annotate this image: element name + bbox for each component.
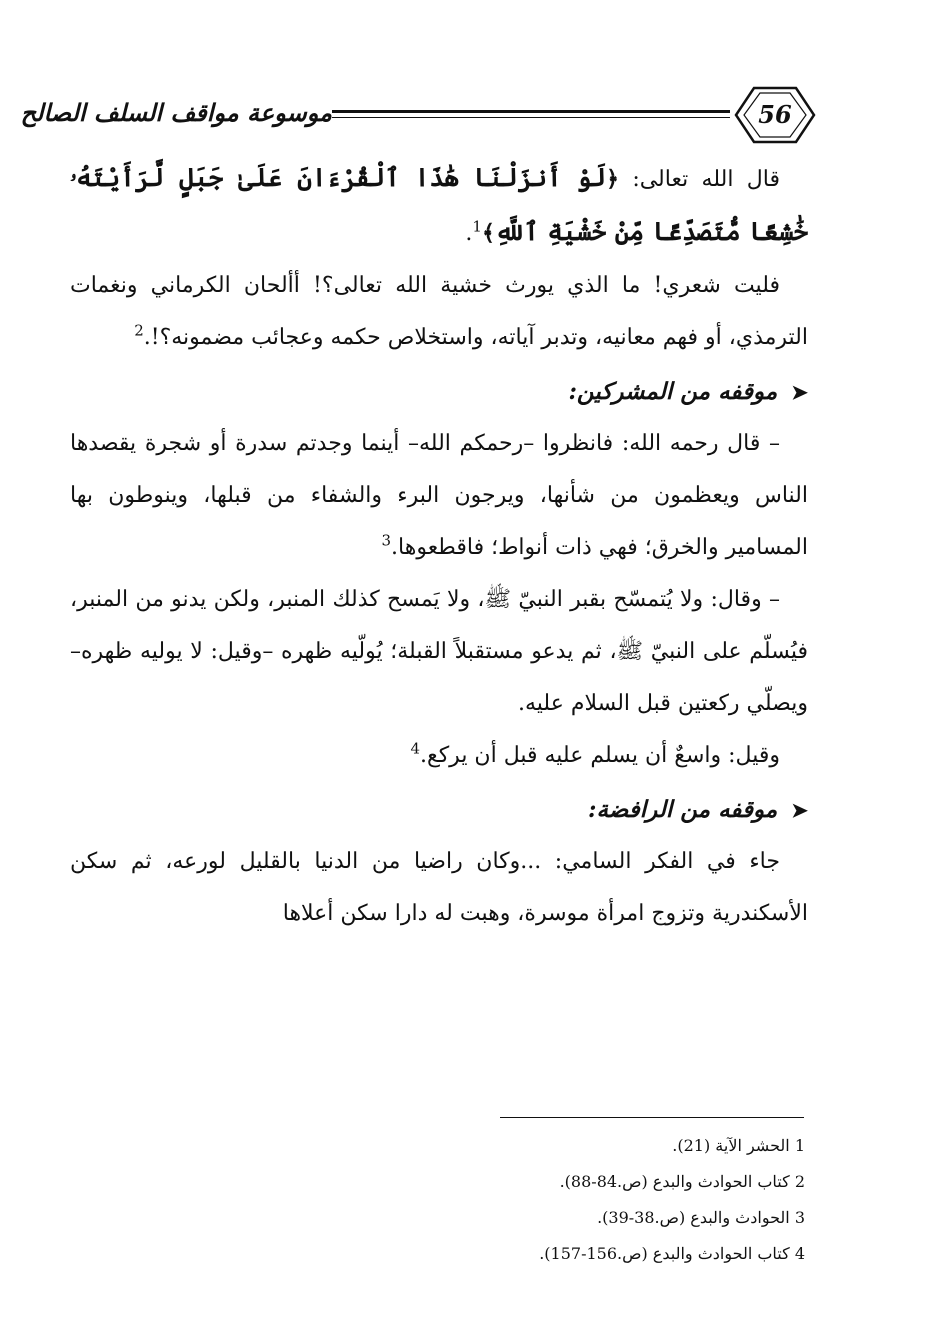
footnote-separator — [500, 1117, 804, 1118]
footnotes — [300, 1128, 805, 1272]
verse-close-bracket: ﴾ — [481, 220, 495, 246]
section-heading-text: موقفه من المشركين: — [568, 378, 778, 405]
paragraph-4-text: وقيل: واسعٌ أن يسلم عليه قبل أن يركع. — [420, 743, 780, 768]
verse-end: . — [465, 221, 473, 246]
verse-paragraph — [70, 152, 808, 260]
quran-verse: لَوْ أَنزَلْنَا هَٰذَا ٱلْقُرْءَانَ عَلَىٰ جَبَلٍ لَّرَأَيْتَهُۥ خَٰشِعًا مُّتَصَدِّعًا مِّنْ خَشْيَةِ ٱللَّهِ — [70, 163, 808, 246]
page-number-badge — [734, 86, 816, 144]
page-number: 56 — [758, 100, 792, 129]
paragraph-3-text: – وقال: ولا يُتمسّح بقبر النبيّ ﷺ، ولا يَمسح كذلك المنبر، ولكن يدنو من المنبر، فيُسلّم على النبيّ ﷺ، ثم يدعو مستقبلاً القبلة؛ يُولّيه ظهره –وقيل: لا يوليه ظهره– ويصلّي ركعتين قبل السلام عليه. — [70, 587, 808, 716]
footnote-ref-2[interactable]: 2 — [134, 321, 144, 340]
footnote-ref-1[interactable]: 1 — [472, 217, 482, 236]
arrow-marker-icon: ➤ — [791, 798, 808, 822]
footnote-1: 1 الحشر الآية (21). — [672, 1136, 805, 1155]
footnote-2: 2 كتاب الحوادث والبدع (ص.84-88). — [559, 1172, 805, 1191]
paragraph-2 — [70, 418, 808, 574]
footnote-3: 3 الحوادث والبدع (ص.38-39). — [597, 1208, 805, 1227]
verse-intro: قال الله تعالى: — [632, 167, 780, 192]
section-heading-text: موقفه من الرافضة: — [587, 796, 778, 823]
footnote-ref-3[interactable]: 3 — [381, 531, 392, 550]
page-header — [20, 86, 822, 146]
paragraph-5 — [70, 836, 808, 940]
paragraph-5-text: جاء في الفكر السامي: ...وكان راضيا من الدنيا بالقليل لورعه، ثم سكن الأسكندرية وتزوج امرأة موسرة، وهبت له دارا سكن أعلاها — [70, 849, 808, 926]
paragraph-1 — [70, 260, 808, 364]
footnote-4: 4 كتاب الحوادث والبدع (ص.156-157). — [539, 1244, 805, 1263]
paragraph-1-text: فليت شعري! ما الذي يورث خشية الله تعالى؟! أألحان الكرماني ونغمات الترمذي، أو فهم معانيه، وتدبر آياته، واستخلاص حكمه وعجائب مضمونه؟!. — [70, 273, 808, 350]
arrow-marker-icon: ➤ — [791, 380, 808, 404]
footnote-ref-4[interactable]: 4 — [410, 739, 420, 758]
section-heading-rafida — [70, 784, 808, 836]
book-title: موسوعة مواقف السلف الصالح — [20, 98, 332, 127]
verse-open-bracket: ﴿ — [606, 166, 619, 192]
header-rule — [332, 110, 730, 118]
paragraph-4 — [70, 730, 808, 782]
paragraph-3 — [70, 574, 808, 730]
main-text — [70, 152, 808, 940]
paragraph-2-text: – قال رحمه الله: فانظروا –رحمكم الله– أينما وجدتم سدرة أو شجرة يقصدها الناس ويعظمون من شأنها، ويرجون البرء والشفاء من قبلها، وينوطون بها المسامير والخرق؛ فهي ذات أنواط؛ فاقطعوها. — [70, 431, 808, 560]
section-heading-mushrikeen — [70, 366, 808, 418]
